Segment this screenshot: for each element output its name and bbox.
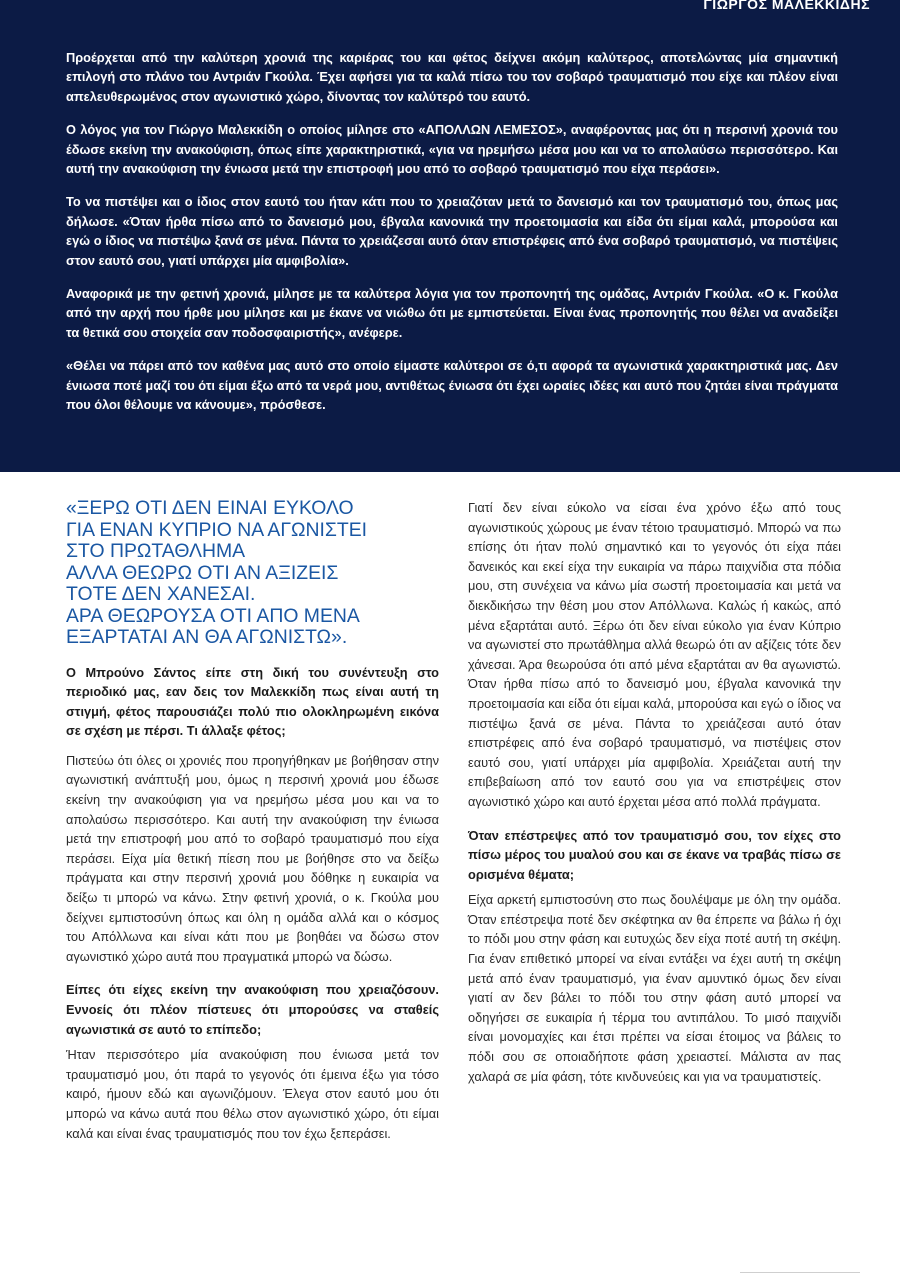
pull-quote-line: ΤΟΤΕ ΔΕΝ ΧΑΝΕΣΑΙ.: [66, 583, 256, 605]
pull-quote-line: ΓΙΑ ΕΝΑΝ ΚΥΠΡΙΟ ΝΑ ΑΓΩΝΙΣΤΕΙ: [66, 518, 368, 541]
interview-answer: Πιστεύω ότι όλες οι χρονιές που προηγήθηκαν με βοήθησαν στην αγωνιστική ανάπτυξή μου, όμως η περσινή χρονιά μου έδωσε εκείνη την ανακούφιση για να ηρεμήσω μέσα μου και να το απολαύσω περισσότερο. Και αυτή την ανακούφιση την ένιωσα μετά την επιστροφή μου από το σοβαρό τραυματισμό που είχα περάσει. Είχα μία θετική πίεση που με βοήθησε στο να δείξω πράγματα και στην περσινή χρονιά μου δόθηκε η ευκαιρία να δείξω τι μπορώ να κάνω. Στην φετινή χρονιά, ο κ. Γκούλα μου δείχνει εμπιστοσύνη όπως και όλη η ομάδα αλλά και ο κόσμος του Απόλλωνα και είναι κάτι που με βοηθάει να δώσω στον αγωνιστικό χώρο αυτά που πραγματικά μπορώ να δώσω.: [66, 752, 439, 964]
pull-quote-line: «ΞΕΡΩ ΟΤΙ ΔΕΝ ΕΙΝΑΙ ΕΥΚΟΛΟ: [66, 497, 354, 519]
intro-paragraph: Αναφορικά με την φετινή χρονιά, μίλησε με τα καλύτερα λόγια για τον προπονητή της ομάδας, Αντριάν Γκούλα. «Ο κ. Γκούλα από την αρχή που ήρθε μου μίλησε και με έκανε να νιώθω ότι με εμπιστεύεται. Είναι ένας προπονητής που θέλει να αναδείξει τα θετικά σου στοιχεία σαν ποδοσφαιριστής», ανέφερε.: [66, 286, 838, 340]
pull-quote-line: ΑΛΛΑ ΘΕΩΡΩ ΟΤΙ ΑΝ ΑΞΙΖΕΙΣ: [66, 561, 339, 584]
intro-paragraph: Ο λόγος για τον Γιώργο Μαλεκκίδη ο οποίος μίλησε στο «ΑΠΟΛΛΩΝ ΛΕΜΕΣΟΣ», αναφέροντας μας ότι η περσινή χρονιά του έδωσε εκείνη την ανακούφιση, όπως είπε χαρακτηριστικά, «για να ηρεμήσω μέσα μου και να το απολαύσω περισσότερο. Και αυτή την ανακούφιση την ένιωσα μετά την επιστροφή μου από το σοβαρό τραυματισμό που είχα περάσει».: [66, 122, 838, 177]
pull-quote-line: ΕΞΑΡΤΑΤΑΙ ΑΝ ΘΑ ΑΓΩΝΙΣΤΩ».: [66, 626, 348, 648]
interview-answer: Γιατί δεν είναι εύκολο να είσαι ένα χρόνο έξω από τους αγωνιστικούς χώρους με έναν τέτοιο τραυματισμό. Μπορώ να πω επίσης ότι ήταν πολύ σημαντικό και το γεγονός ότι είχα πάει δανεικός και εκεί είχα την ευκαιρία να πάρω παιχνίδια στα πόδια μου, στη συνέχεια να κάνω μία σωστή προετοιμασία και μετά να διεκδικήσω την θέση μου στον Απόλλωνα. Καλώς ή κακώς, από μένα εξαρτάται αυτό. Ξέρω ότι δεν είναι εύκολο για έναν Κύπριο να αγωνιστεί στο πρωτάθλημα αλλά θεωρώ ότι αν αξίζεις τότε δεν χάνεσαι. Άρα θεωρούσα ότι από μένα εξαρτάται αν θα αγωνιστώ. Όταν ήρθα πίσω από το δανεισμό μου, έβγαλα κανονικά την προετοιμασία και είδα ότι είμαι καλά, μπορούσα και εγώ ο ίδιος να πιστέψω ξανά σε μένα. Πάντα το χρειάζεσαι αυτό όταν επιστρέφεις από ένα σοβαρό τραυματισμό, να πιστέψεις στον εαυτό σου, γιατί υπάρχει μία αμφιβολία. Χρειάζεται αυτή την επιβεβαίωση από τον εαυτό σου για να επιστρέψεις στον αγωνιστικό χώρο και αυτό έρχεται μέσα από πολλά πράγματα.: [468, 500, 841, 809]
intro-paragraph: Το να πιστέψει και ο ίδιος στον εαυτό του ήταν κάτι που το χρειαζόταν μετά το δανεισμό και τον τραυματισμό του, όπως μας δήλωσε. «Όταν ήρθα πίσω από το δανεισμό μου, έβγαλα κανονικά την προετοιμασία και είδα ότι είμαι καλά, μπορούσα και εγώ ο ίδιος να πιστέψω ξανά σε μένα. Πάντα το χρειάζεσαι αυτό όταν επιστρέφεις από ένα σοβαρό τραυματισμό, να πιστέψεις στον εαυτό σου, γιατί υπάρχει μία αμφιβολία».: [66, 194, 838, 268]
interview-question: Όταν επέστρεψες από τον τραυματισμό σου, τον είχες στο πίσω μέρος του μυαλού σου και σε έκανε να τραβάς πίσω σε ορισμένα θέματα;: [468, 827, 841, 882]
intro-band: [0, 0, 900, 472]
interview-question: Ο Μπρούνο Σάντος είπε στη δική του συνέντευξη στο περιοδικό μας, εαν δεις τον Μαλεκκίδη πως είναι αυτή τη στιγμή, φέτος παρουσιάζει πολύ πιο ολοκληρωμένη εικόνα σε σχέση με πέρσι. Τι άλλαξε φέτος;: [66, 664, 439, 739]
left-column: [66, 498, 439, 1153]
interview-answer: Ήταν περισσότερο μία ανακούφιση που ένιωσα μετά τον τραυματισμό μου, ότι παρά το γεγονός ότι έμεινα έξω για τόσο καιρό, ήμουν εδώ και αγωνιζόμουν. Έλεγα στον εαυτό μου ότι μπορώ να κάνω αυτά που θέλω στον αγωνιστικό χώρο, ότι είμαι καλά και είναι ένας τραυματισμός που τον έχω ξεπεράσει.: [66, 1047, 439, 1141]
pull-quote-line: ΣΤΟ ΠΡΩΤΑΘΛΗΜΑ: [66, 540, 246, 562]
footer-rule: [740, 1272, 860, 1273]
interview-answer: Είχα αρκετή εμπιστοσύνη στο πως δουλέψαμε με όλη την ομάδα. Όταν επέστρεψα ποτέ δεν σκέφτηκα αν θα έπρεπε να βάλω ή όχι το πόδι μου στην φάση και ευτυχώς δεν είχα ποτέ αυτή τη σκέψη. Για έναν επιθετικό μπορεί να είναι εντάξει να έχει αυτή τη σκέψη μετά από έναν τραυματισμό, για έναν αμυντικό όμως δεν είναι γιατί αν δεν βάλει το πόδι του στην φάση αυτό μπορεί να οδηγήσει σε ευκαιρία ή τέρμα του αντιπάλου. Το μισό παιχνίδι είναι μονομαχίες και έτσι πρέπει να είσαι έτοιμος να βάλεις το πόδι σου σε οποιαδήποτε φάση χρειαστεί. Μάλιστα αν πας χαλαρά σε μία φάση, τότε κινδυνεύεις και για να τραυματιστείς.: [468, 892, 841, 1084]
author-name: ΓΙΩΡΓΟΣ ΜΑΛΕΚΚΙΔΗΣ: [703, 0, 870, 12]
interview-question: Είπες ότι είχες εκείνη την ανακούφιση που χρειαζόσουν. Εννοείς ότι πλέον πίστευες ότι μπορούσες να σταθείς αγωνιστικά σε αυτό το επίπεδο;: [66, 982, 439, 1037]
pull-quote: [66, 498, 439, 649]
intro-paragraph: Προέρχεται από την καλύτερη χρονιά της καριέρας του και φέτος δείχνει ακόμη καλύτερος, αποτελώντας μία σημαντική επιλογή στο πλάνο του Αντριάν Γκούλα. Έχει αφήσει για τα καλά πίσω του τον σοβαρό τραυματισμό που είχε και πλέον είναι απελευθερωμένος στον αγωνιστικό χώρο, δίνοντας τον καλύτερό του εαυτό.: [66, 50, 838, 104]
intro-paragraph: «Θέλει να πάρει από τον καθένα μας αυτό στο οποίο είμαστε καλύτεροι σε ό,τι αφορά τα αγωνιστικά χαρακτηριστικά μας. Δεν ένιωσα ποτέ μαζί του ότι είμαι έξω από τα νερά μου, αντιθέτως ένιωσα ότι έχει ωραίες ιδέες και αυτό που ζητάει είναι πράγματα που όλοι θέλουμε να κάνουμε», πρόσθεσε.: [66, 358, 839, 413]
right-column: [468, 498, 841, 1096]
intro-text: [66, 48, 838, 429]
pull-quote-line: ΑΡΑ ΘΕΩΡΟΥΣΑ ΟΤΙ ΑΠΟ ΜΕΝΑ: [66, 604, 360, 627]
